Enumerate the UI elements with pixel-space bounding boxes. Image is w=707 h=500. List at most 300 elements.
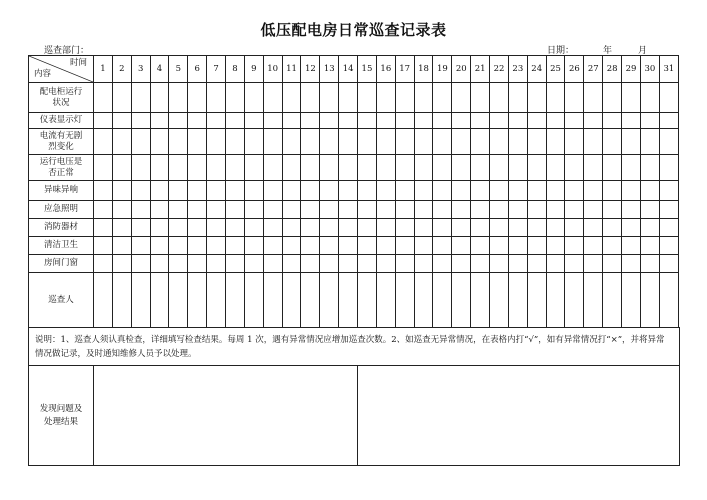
check-cell[interactable] [301, 201, 320, 219]
check-cell[interactable] [433, 201, 452, 219]
check-cell[interactable] [527, 181, 546, 201]
check-cell[interactable] [584, 255, 603, 273]
check-cell[interactable] [546, 273, 565, 328]
check-cell[interactable] [263, 83, 282, 113]
check-cell[interactable] [244, 219, 263, 237]
check-cell[interactable] [358, 219, 377, 237]
check-cell[interactable] [433, 237, 452, 255]
check-cell[interactable] [94, 219, 113, 237]
check-cell[interactable] [339, 113, 358, 129]
check-cell[interactable] [603, 155, 622, 181]
check-cell[interactable] [565, 129, 584, 155]
check-cell[interactable] [263, 219, 282, 237]
check-cell[interactable] [414, 83, 433, 113]
check-cell[interactable] [414, 113, 433, 129]
check-cell[interactable] [471, 155, 490, 181]
check-cell[interactable] [508, 181, 527, 201]
check-cell[interactable] [339, 255, 358, 273]
check-cell[interactable] [244, 273, 263, 328]
check-cell[interactable] [358, 237, 377, 255]
check-cell[interactable] [207, 201, 226, 219]
check-cell[interactable] [376, 129, 395, 155]
check-cell[interactable] [546, 219, 565, 237]
check-cell[interactable] [188, 201, 207, 219]
check-cell[interactable] [207, 129, 226, 155]
check-cell[interactable] [659, 237, 678, 255]
check-cell[interactable] [452, 155, 471, 181]
check-cell[interactable] [112, 113, 131, 129]
check-cell[interactable] [320, 219, 339, 237]
check-cell[interactable] [546, 237, 565, 255]
check-cell[interactable] [358, 155, 377, 181]
check-cell[interactable] [471, 181, 490, 201]
check-cell[interactable] [376, 83, 395, 113]
check-cell[interactable] [207, 255, 226, 273]
check-cell[interactable] [395, 201, 414, 219]
check-cell[interactable] [433, 273, 452, 328]
check-cell[interactable] [622, 181, 641, 201]
check-cell[interactable] [659, 113, 678, 129]
check-cell[interactable] [490, 255, 509, 273]
check-cell[interactable] [169, 155, 188, 181]
check-cell[interactable] [584, 273, 603, 328]
check-cell[interactable] [376, 113, 395, 129]
check-cell[interactable] [471, 255, 490, 273]
check-cell[interactable] [471, 113, 490, 129]
check-cell[interactable] [490, 219, 509, 237]
check-cell[interactable] [226, 237, 245, 255]
check-cell[interactable] [131, 201, 150, 219]
findings-input-left[interactable] [94, 366, 358, 466]
check-cell[interactable] [339, 129, 358, 155]
check-cell[interactable] [263, 155, 282, 181]
check-cell[interactable] [452, 113, 471, 129]
check-cell[interactable] [244, 201, 263, 219]
check-cell[interactable] [565, 181, 584, 201]
check-cell[interactable] [565, 255, 584, 273]
check-cell[interactable] [188, 155, 207, 181]
check-cell[interactable] [112, 155, 131, 181]
check-cell[interactable] [94, 237, 113, 255]
check-cell[interactable] [131, 255, 150, 273]
check-cell[interactable] [263, 273, 282, 328]
check-cell[interactable] [603, 255, 622, 273]
check-cell[interactable] [263, 255, 282, 273]
check-cell[interactable] [622, 201, 641, 219]
check-cell[interactable] [565, 219, 584, 237]
check-cell[interactable] [527, 273, 546, 328]
check-cell[interactable] [395, 113, 414, 129]
check-cell[interactable] [565, 113, 584, 129]
check-cell[interactable] [188, 273, 207, 328]
check-cell[interactable] [282, 201, 301, 219]
check-cell[interactable] [94, 83, 113, 113]
check-cell[interactable] [622, 237, 641, 255]
check-cell[interactable] [169, 273, 188, 328]
check-cell[interactable] [94, 181, 113, 201]
check-cell[interactable] [282, 113, 301, 129]
check-cell[interactable] [131, 273, 150, 328]
check-cell[interactable] [414, 219, 433, 237]
check-cell[interactable] [471, 273, 490, 328]
check-cell[interactable] [603, 129, 622, 155]
check-cell[interactable] [263, 129, 282, 155]
check-cell[interactable] [244, 113, 263, 129]
check-cell[interactable] [131, 237, 150, 255]
check-cell[interactable] [565, 201, 584, 219]
check-cell[interactable] [640, 255, 659, 273]
check-cell[interactable] [112, 219, 131, 237]
check-cell[interactable] [226, 255, 245, 273]
check-cell[interactable] [112, 273, 131, 328]
check-cell[interactable] [358, 181, 377, 201]
check-cell[interactable] [603, 181, 622, 201]
check-cell[interactable] [244, 181, 263, 201]
check-cell[interactable] [150, 237, 169, 255]
check-cell[interactable] [414, 201, 433, 219]
check-cell[interactable] [659, 181, 678, 201]
check-cell[interactable] [226, 181, 245, 201]
check-cell[interactable] [150, 219, 169, 237]
check-cell[interactable] [508, 129, 527, 155]
check-cell[interactable] [169, 237, 188, 255]
check-cell[interactable] [452, 83, 471, 113]
check-cell[interactable] [471, 219, 490, 237]
check-cell[interactable] [659, 219, 678, 237]
check-cell[interactable] [131, 219, 150, 237]
check-cell[interactable] [622, 113, 641, 129]
check-cell[interactable] [94, 255, 113, 273]
check-cell[interactable] [320, 255, 339, 273]
check-cell[interactable] [339, 273, 358, 328]
check-cell[interactable] [659, 155, 678, 181]
check-cell[interactable] [131, 155, 150, 181]
check-cell[interactable] [112, 237, 131, 255]
check-cell[interactable] [640, 83, 659, 113]
check-cell[interactable] [433, 129, 452, 155]
check-cell[interactable] [565, 83, 584, 113]
check-cell[interactable] [546, 181, 565, 201]
check-cell[interactable] [433, 113, 452, 129]
check-cell[interactable] [395, 273, 414, 328]
check-cell[interactable] [358, 129, 377, 155]
check-cell[interactable] [622, 219, 641, 237]
check-cell[interactable] [320, 155, 339, 181]
check-cell[interactable] [188, 255, 207, 273]
check-cell[interactable] [207, 113, 226, 129]
check-cell[interactable] [452, 201, 471, 219]
check-cell[interactable] [414, 255, 433, 273]
check-cell[interactable] [584, 155, 603, 181]
check-cell[interactable] [508, 113, 527, 129]
check-cell[interactable] [282, 273, 301, 328]
check-cell[interactable] [320, 83, 339, 113]
check-cell[interactable] [508, 155, 527, 181]
check-cell[interactable] [659, 83, 678, 113]
check-cell[interactable] [490, 83, 509, 113]
check-cell[interactable] [395, 129, 414, 155]
check-cell[interactable] [414, 273, 433, 328]
check-cell[interactable] [131, 113, 150, 129]
check-cell[interactable] [640, 113, 659, 129]
check-cell[interactable] [508, 201, 527, 219]
check-cell[interactable] [546, 201, 565, 219]
check-cell[interactable] [358, 255, 377, 273]
check-cell[interactable] [433, 255, 452, 273]
check-cell[interactable] [659, 129, 678, 155]
check-cell[interactable] [584, 83, 603, 113]
check-cell[interactable] [131, 181, 150, 201]
check-cell[interactable] [546, 255, 565, 273]
check-cell[interactable] [603, 237, 622, 255]
check-cell[interactable] [395, 83, 414, 113]
check-cell[interactable] [358, 113, 377, 129]
check-cell[interactable] [584, 113, 603, 129]
check-cell[interactable] [301, 219, 320, 237]
check-cell[interactable] [263, 181, 282, 201]
check-cell[interactable] [414, 181, 433, 201]
check-cell[interactable] [603, 219, 622, 237]
check-cell[interactable] [169, 201, 188, 219]
check-cell[interactable] [150, 113, 169, 129]
check-cell[interactable] [508, 83, 527, 113]
check-cell[interactable] [282, 155, 301, 181]
check-cell[interactable] [584, 201, 603, 219]
check-cell[interactable] [584, 129, 603, 155]
check-cell[interactable] [546, 155, 565, 181]
check-cell[interactable] [546, 83, 565, 113]
check-cell[interactable] [207, 181, 226, 201]
check-cell[interactable] [282, 219, 301, 237]
check-cell[interactable] [527, 113, 546, 129]
check-cell[interactable] [414, 129, 433, 155]
check-cell[interactable] [94, 113, 113, 129]
check-cell[interactable] [244, 83, 263, 113]
check-cell[interactable] [471, 83, 490, 113]
check-cell[interactable] [207, 219, 226, 237]
check-cell[interactable] [508, 273, 527, 328]
check-cell[interactable] [282, 83, 301, 113]
check-cell[interactable] [131, 129, 150, 155]
check-cell[interactable] [490, 113, 509, 129]
check-cell[interactable] [94, 129, 113, 155]
check-cell[interactable] [414, 155, 433, 181]
check-cell[interactable] [376, 237, 395, 255]
check-cell[interactable] [226, 155, 245, 181]
check-cell[interactable] [565, 273, 584, 328]
check-cell[interactable] [527, 237, 546, 255]
check-cell[interactable] [414, 237, 433, 255]
check-cell[interactable] [433, 181, 452, 201]
check-cell[interactable] [603, 201, 622, 219]
check-cell[interactable] [301, 113, 320, 129]
check-cell[interactable] [150, 273, 169, 328]
check-cell[interactable] [112, 129, 131, 155]
check-cell[interactable] [584, 237, 603, 255]
check-cell[interactable] [395, 237, 414, 255]
check-cell[interactable] [150, 129, 169, 155]
check-cell[interactable] [565, 155, 584, 181]
check-cell[interactable] [169, 255, 188, 273]
check-cell[interactable] [112, 181, 131, 201]
check-cell[interactable] [226, 219, 245, 237]
check-cell[interactable] [622, 155, 641, 181]
check-cell[interactable] [358, 201, 377, 219]
check-cell[interactable] [452, 255, 471, 273]
check-cell[interactable] [376, 273, 395, 328]
check-cell[interactable] [527, 155, 546, 181]
check-cell[interactable] [603, 113, 622, 129]
check-cell[interactable] [339, 219, 358, 237]
check-cell[interactable] [452, 237, 471, 255]
check-cell[interactable] [376, 201, 395, 219]
check-cell[interactable] [508, 219, 527, 237]
check-cell[interactable] [452, 273, 471, 328]
check-cell[interactable] [640, 201, 659, 219]
check-cell[interactable] [395, 181, 414, 201]
check-cell[interactable] [320, 201, 339, 219]
check-cell[interactable] [112, 83, 131, 113]
check-cell[interactable] [584, 181, 603, 201]
check-cell[interactable] [659, 273, 678, 328]
check-cell[interactable] [527, 219, 546, 237]
check-cell[interactable] [508, 255, 527, 273]
check-cell[interactable] [226, 201, 245, 219]
check-cell[interactable] [301, 273, 320, 328]
check-cell[interactable] [622, 83, 641, 113]
check-cell[interactable] [659, 255, 678, 273]
check-cell[interactable] [244, 237, 263, 255]
check-cell[interactable] [150, 201, 169, 219]
check-cell[interactable] [395, 255, 414, 273]
check-cell[interactable] [94, 155, 113, 181]
check-cell[interactable] [188, 237, 207, 255]
check-cell[interactable] [452, 129, 471, 155]
check-cell[interactable] [169, 181, 188, 201]
check-cell[interactable] [490, 273, 509, 328]
check-cell[interactable] [603, 273, 622, 328]
check-cell[interactable] [603, 83, 622, 113]
check-cell[interactable] [659, 201, 678, 219]
check-cell[interactable] [226, 83, 245, 113]
check-cell[interactable] [320, 113, 339, 129]
check-cell[interactable] [376, 255, 395, 273]
check-cell[interactable] [301, 181, 320, 201]
check-cell[interactable] [169, 129, 188, 155]
check-cell[interactable] [622, 273, 641, 328]
check-cell[interactable] [490, 129, 509, 155]
check-cell[interactable] [301, 129, 320, 155]
check-cell[interactable] [622, 129, 641, 155]
check-cell[interactable] [94, 273, 113, 328]
check-cell[interactable] [622, 255, 641, 273]
check-cell[interactable] [207, 155, 226, 181]
findings-input-right[interactable] [358, 366, 680, 466]
check-cell[interactable] [169, 83, 188, 113]
check-cell[interactable] [339, 181, 358, 201]
check-cell[interactable] [263, 237, 282, 255]
check-cell[interactable] [490, 181, 509, 201]
check-cell[interactable] [188, 113, 207, 129]
check-cell[interactable] [640, 181, 659, 201]
check-cell[interactable] [131, 83, 150, 113]
check-cell[interactable] [188, 83, 207, 113]
check-cell[interactable] [282, 181, 301, 201]
check-cell[interactable] [358, 273, 377, 328]
check-cell[interactable] [395, 155, 414, 181]
check-cell[interactable] [508, 237, 527, 255]
check-cell[interactable] [433, 219, 452, 237]
check-cell[interactable] [339, 83, 358, 113]
check-cell[interactable] [301, 155, 320, 181]
check-cell[interactable] [376, 155, 395, 181]
check-cell[interactable] [452, 181, 471, 201]
check-cell[interactable] [282, 255, 301, 273]
check-cell[interactable] [244, 129, 263, 155]
check-cell[interactable] [471, 237, 490, 255]
check-cell[interactable] [301, 237, 320, 255]
check-cell[interactable] [546, 129, 565, 155]
check-cell[interactable] [452, 219, 471, 237]
check-cell[interactable] [527, 129, 546, 155]
check-cell[interactable] [640, 129, 659, 155]
check-cell[interactable] [320, 129, 339, 155]
check-cell[interactable] [150, 255, 169, 273]
check-cell[interactable] [169, 113, 188, 129]
check-cell[interactable] [546, 113, 565, 129]
check-cell[interactable] [433, 83, 452, 113]
check-cell[interactable] [339, 237, 358, 255]
check-cell[interactable] [150, 155, 169, 181]
check-cell[interactable] [490, 237, 509, 255]
check-cell[interactable] [358, 83, 377, 113]
check-cell[interactable] [395, 219, 414, 237]
check-cell[interactable] [584, 219, 603, 237]
check-cell[interactable] [527, 201, 546, 219]
check-cell[interactable] [640, 273, 659, 328]
check-cell[interactable] [527, 83, 546, 113]
check-cell[interactable] [376, 219, 395, 237]
check-cell[interactable] [339, 155, 358, 181]
check-cell[interactable] [640, 219, 659, 237]
check-cell[interactable] [433, 155, 452, 181]
check-cell[interactable] [640, 155, 659, 181]
check-cell[interactable] [339, 201, 358, 219]
check-cell[interactable] [226, 113, 245, 129]
check-cell[interactable] [207, 83, 226, 113]
check-cell[interactable] [112, 255, 131, 273]
check-cell[interactable] [320, 181, 339, 201]
check-cell[interactable] [490, 155, 509, 181]
check-cell[interactable] [188, 129, 207, 155]
check-cell[interactable] [207, 273, 226, 328]
check-cell[interactable] [320, 237, 339, 255]
check-cell[interactable] [169, 219, 188, 237]
check-cell[interactable] [471, 129, 490, 155]
check-cell[interactable] [188, 219, 207, 237]
check-cell[interactable] [640, 237, 659, 255]
check-cell[interactable] [94, 201, 113, 219]
check-cell[interactable] [263, 113, 282, 129]
check-cell[interactable] [244, 255, 263, 273]
check-cell[interactable] [320, 273, 339, 328]
check-cell[interactable] [471, 201, 490, 219]
check-cell[interactable] [226, 129, 245, 155]
check-cell[interactable] [188, 181, 207, 201]
check-cell[interactable] [150, 83, 169, 113]
check-cell[interactable] [244, 155, 263, 181]
check-cell[interactable] [150, 181, 169, 201]
